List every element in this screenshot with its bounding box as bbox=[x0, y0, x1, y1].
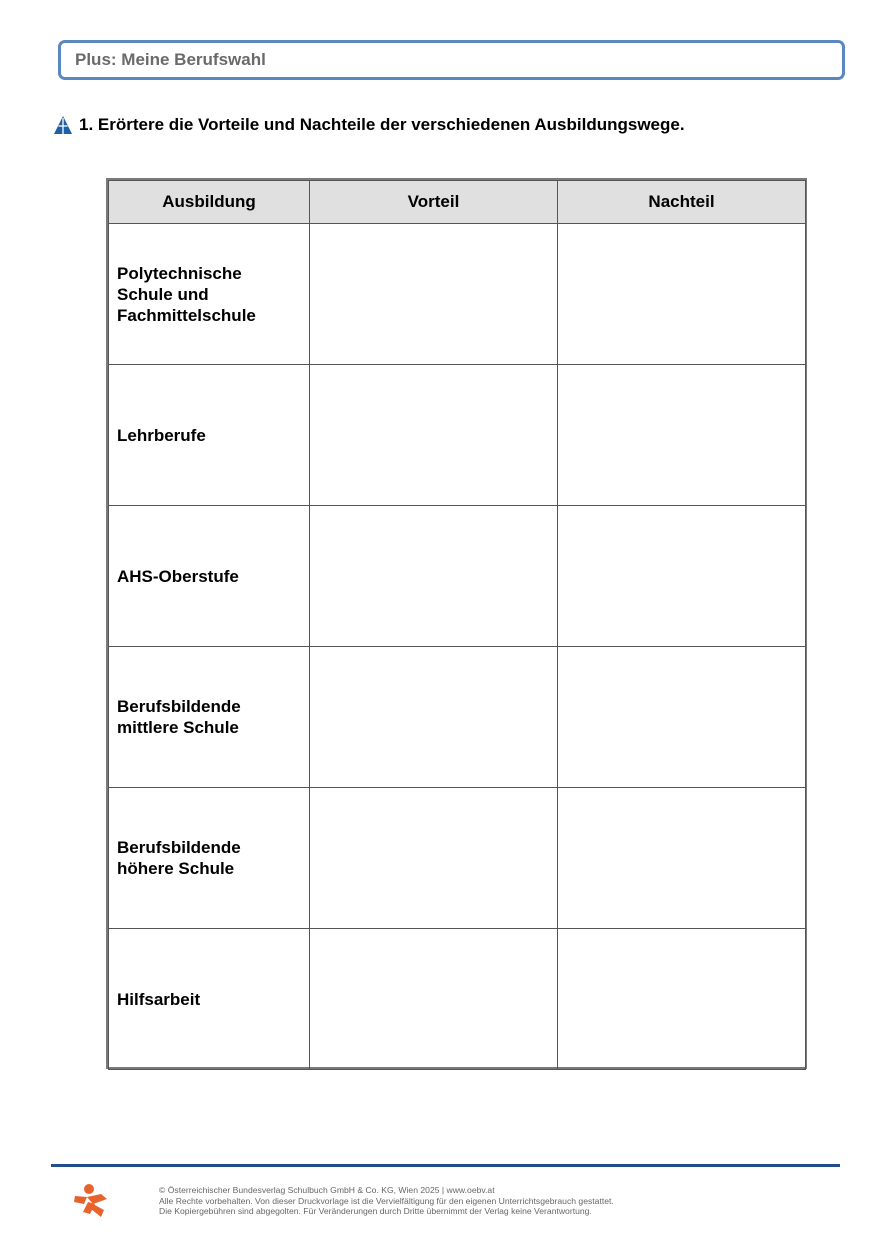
vorteil-cell[interactable] bbox=[310, 647, 558, 788]
column-header-nachteil: Nachteil bbox=[558, 181, 806, 224]
nachteil-cell[interactable] bbox=[558, 224, 806, 365]
table-header-row bbox=[109, 181, 806, 224]
footer-copyright: © Österreichischer Bundesverlag Schulbuch GmbH & Co. KG, Wien 2025 | www.oebv.at Alle Rechte vorbehalten. Von dieser Druckvorlage ist die Vervielfältigung für den eigenen Unterrichtsgebrauch gestattet. Die Kopiergebühren sind abgegolten. Für Veränderungen durch Dritte übernimmt der Verlag keine Verantwortung. bbox=[159, 1185, 614, 1216]
nachteil-cell[interactable] bbox=[558, 929, 806, 1070]
row-label: Polytechnische Schule und Fachmittelschule bbox=[109, 224, 310, 365]
nachteil-cell[interactable] bbox=[558, 506, 806, 647]
vorteil-cell[interactable] bbox=[310, 506, 558, 647]
row-label: Lehrberufe bbox=[109, 365, 310, 506]
row-label: Hilfsarbeit bbox=[109, 929, 310, 1070]
table-row bbox=[109, 647, 806, 788]
level-triangle-icon bbox=[53, 115, 73, 135]
vorteil-cell[interactable] bbox=[310, 788, 558, 929]
table-row bbox=[109, 365, 806, 506]
table-row bbox=[109, 506, 806, 647]
column-header-vorteil: Vorteil bbox=[310, 181, 558, 224]
table-row bbox=[109, 929, 806, 1070]
nachteil-cell[interactable] bbox=[558, 365, 806, 506]
table-row bbox=[109, 788, 806, 929]
task-instruction bbox=[53, 115, 685, 135]
column-header-ausbildung: Ausbildung bbox=[109, 181, 310, 224]
nachteil-cell[interactable] bbox=[558, 788, 806, 929]
table-row bbox=[109, 224, 806, 365]
vorteil-cell[interactable] bbox=[310, 929, 558, 1070]
header-box bbox=[58, 40, 845, 80]
footer-divider bbox=[51, 1164, 840, 1167]
row-label: AHS-Oberstufe bbox=[109, 506, 310, 647]
page-title: Plus: Meine Berufswahl bbox=[75, 50, 266, 69]
row-label: Berufsbildende höhere Schule bbox=[109, 788, 310, 929]
vorteil-cell[interactable] bbox=[310, 365, 558, 506]
row-label: Berufsbildende mittlere Schule bbox=[109, 647, 310, 788]
vorteil-cell[interactable] bbox=[310, 224, 558, 365]
worksheet-table bbox=[106, 178, 807, 1069]
nachteil-cell[interactable] bbox=[558, 647, 806, 788]
oebv-logo bbox=[71, 1182, 111, 1222]
task-text: 1. Erörtere die Vorteile und Nachteile der verschiedenen Ausbildungswege. bbox=[79, 115, 685, 134]
